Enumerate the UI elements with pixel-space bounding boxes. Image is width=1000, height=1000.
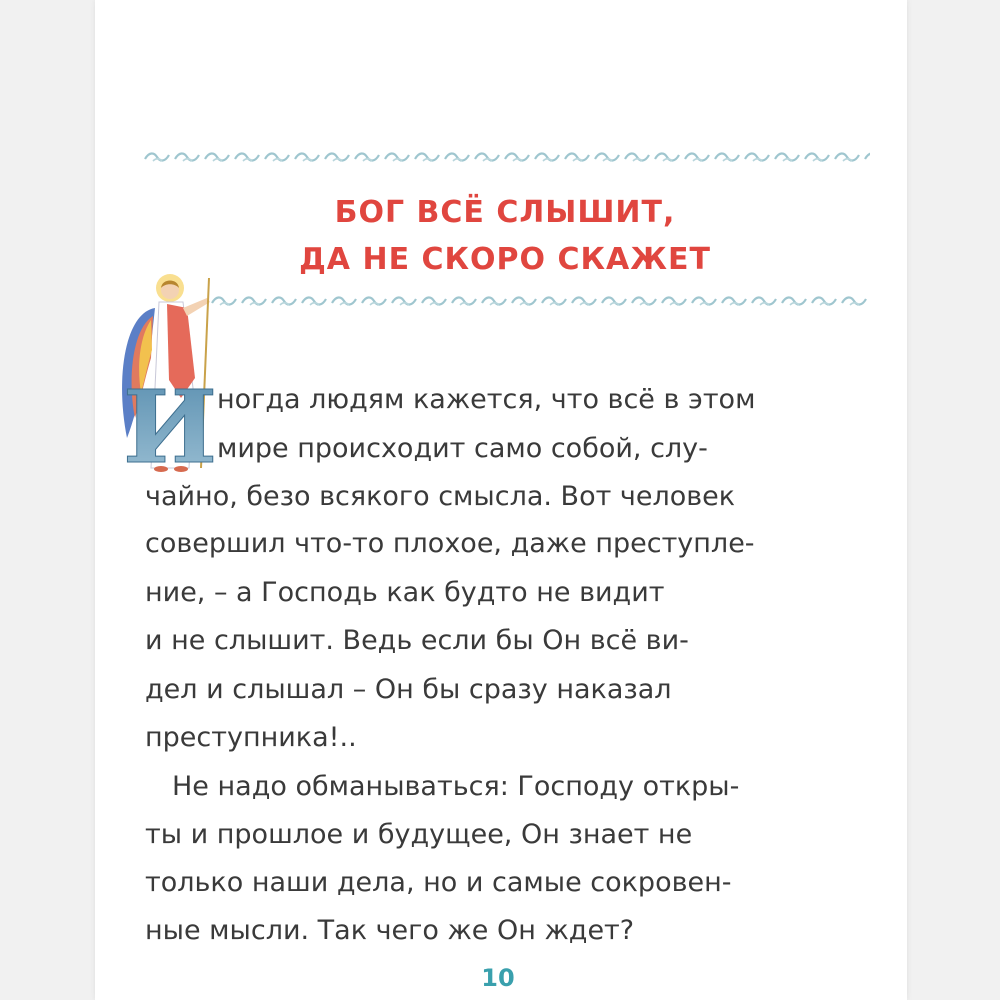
body-line-1: ногда людям кажется, что всё в этом <box>217 384 756 415</box>
body-line-10: ты и прошлое и будущее, Он знает не <box>145 819 693 850</box>
dropcap-text: И <box>122 368 218 486</box>
top-ornament-icon <box>143 150 870 164</box>
title-line-2: ДА НЕ СКОРО СКАЖЕТ <box>299 242 711 277</box>
body-line-5: ние, – а Господь как будто не видит <box>145 577 665 608</box>
bottom-ornament-icon <box>210 294 870 308</box>
body-line-8: преступника!.. <box>145 722 357 753</box>
body-line-3: чайно, безо всякого смысла. Вот человек <box>145 481 736 512</box>
page-number: 10 <box>481 964 515 992</box>
body-line-12: ные мысли. Так чего же Он ждет? <box>145 915 635 946</box>
body-line-4: совершил что-то плохое, даже преступле- <box>145 528 755 559</box>
body-line-6: и не слышит. Ведь если бы Он всё ви- <box>145 625 689 656</box>
title-line-1: БОГ ВСЁ СЛЫШИТ, <box>334 195 676 230</box>
dropcap-letter <box>122 368 218 486</box>
body-line-7: дел и слышал – Он бы сразу наказал <box>145 674 672 705</box>
body-line-2: мире происходит само собой, слу- <box>217 433 708 464</box>
body-line-9: Не надо обманываться: Господу откры- <box>172 771 740 802</box>
body-line-11: только наши дела, но и самые сокровен- <box>145 867 732 898</box>
